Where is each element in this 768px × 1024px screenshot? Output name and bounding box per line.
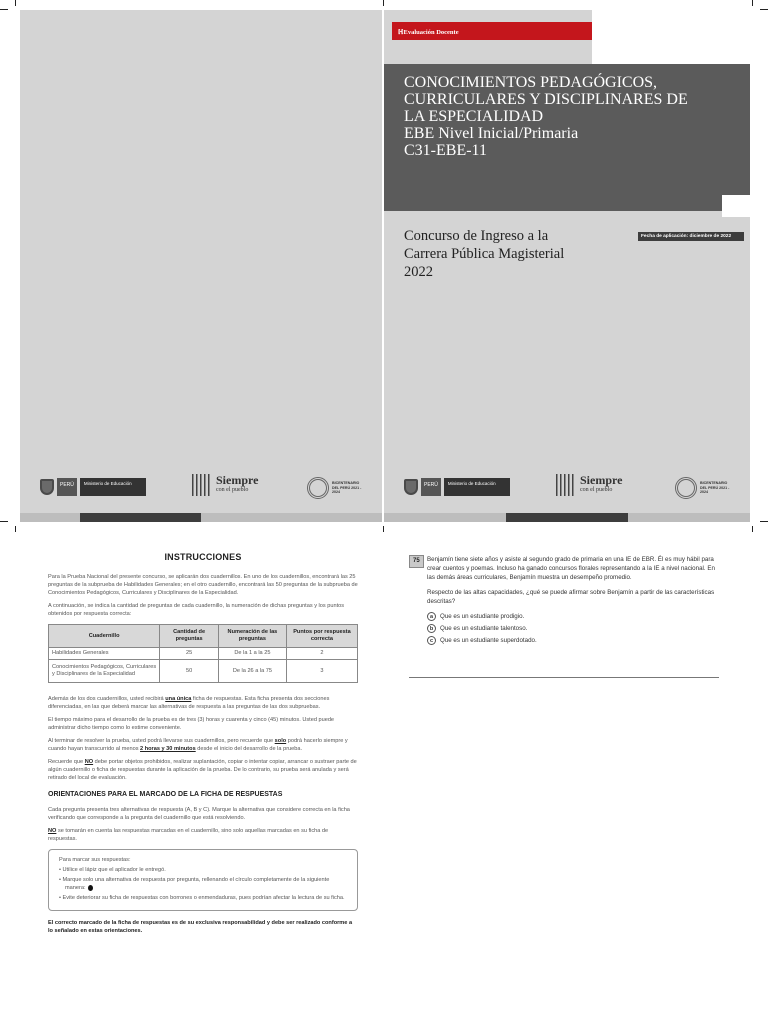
question-number: 75: [409, 555, 424, 568]
table-header: Cuadernillo: [49, 625, 160, 648]
table-row: [49, 660, 358, 683]
paragraph: Cada pregunta presenta tres alternativas de respuesta (A, B y C). Marque la alternativa que considere correcta en la ficha verificando que corresponde a la pregunta del cuadernillo que está resolviendo.: [48, 807, 350, 821]
table-cell: Habilidades Generales: [49, 648, 160, 660]
crop-mark: [0, 9, 8, 10]
final-note: El correcto marcado de la ficha de respuestas es de su exclusiva responsabilidad y debe ser realizado conforme a lo señalado en estas orientaciones.: [48, 920, 353, 934]
stamp-icon: [556, 474, 576, 496]
instructions-title: INSTRUCCIONES: [164, 552, 242, 562]
table-header: Puntos por respuesta correcta: [286, 625, 357, 648]
peru-label: PERÚ: [57, 478, 77, 496]
shield-icon: [40, 479, 54, 495]
table-header: Cantidad de preguntas: [160, 625, 219, 648]
option-letter: b: [427, 624, 436, 633]
answer-option: [427, 612, 719, 621]
answer-option: [427, 636, 719, 645]
bicentenario-label: BICENTENARIO DEL PERÚ 2021 - 2024: [700, 481, 730, 495]
table-cell: 50: [160, 660, 219, 683]
booklet-table: [48, 624, 358, 683]
crop-mark: [760, 9, 768, 10]
table-row: [49, 648, 358, 660]
table-cell: Conocimientos Pedagógicos, Curriculares y Disciplinares de la Especialidad: [49, 660, 160, 683]
table-cell: 3: [286, 660, 357, 683]
pueblo-label: con el pueblo: [216, 487, 249, 493]
option-text: Que es un estudiante superdotado.: [440, 637, 537, 644]
paragraph: NO se tomarán en cuenta las respuestas marcadas en el cuadernillo, sino solo aquellas marcadas en su ficha de respuestas.: [48, 828, 329, 842]
table-cell: De la 26 a la 75: [218, 660, 286, 683]
concurso-line: Concurso de Ingreso a la: [404, 228, 549, 244]
back-cover: [20, 10, 382, 522]
crop-mark: [760, 521, 768, 522]
instructions-page: [48, 553, 358, 940]
question-page: [409, 555, 719, 648]
crop-mark: [752, 0, 753, 6]
marking-instructions-box: [48, 849, 358, 911]
box-intro: Para marcar sus respuestas:: [59, 857, 131, 863]
option-text: Que es un estudiante talentoso.: [440, 625, 528, 632]
crop-mark: [15, 526, 16, 532]
question-divider: [409, 677, 719, 678]
paragraph: Recuerde que NO debe portar objetos prohibidos, realizar suplantación, copiar o intentar copiar, arrancar o sustraer parte de algún cuadernillo o ficha de respuestas durante la aplicación de la prueba. De lo contrario, su prueba será anulada y será retirado del local de evaluación.: [48, 759, 357, 781]
section-subtitle: ORIENTACIONES PARA EL MARCADO DE LA FICHA DE RESPUESTAS: [48, 791, 283, 798]
option-letter: c: [427, 636, 436, 645]
minedu-logo: [404, 478, 510, 496]
paragraph: Al terminar de resolver la prueba, usted podrá llevarse sus cuadernillos, pero recuerde que solo podrá hacerlo siempre y cuando hayan transcurrido al menos 2 horas y 30 minutos desde el inicio del desarrollo de la prueba.: [48, 738, 348, 752]
option-text: Que es un estudiante prodigio.: [440, 613, 525, 620]
ministerio-label: Ministerio de Educación: [444, 478, 510, 496]
paragraph: A continuación, se indica la cantidad de preguntas de cada cuadernillo, la numeración de dichas preguntas y los puntos obtenidos por respuesta correcta:: [48, 603, 345, 617]
crop-mark: [0, 521, 8, 522]
white-tab: [592, 10, 750, 64]
header-tag: ℍEvaluación Docente: [392, 22, 592, 40]
table-header: Numeración de las preguntas: [218, 625, 286, 648]
crop-mark: [383, 526, 384, 532]
front-cover: [384, 10, 750, 522]
cover-title: [404, 74, 714, 159]
paragraph: Para la Prueba Nacional del presente concurso, se aplicarán dos cuadernillos. En uno de los cuadernillos, encontrará las 25 preguntas de la subprueba de Habilidades Generales; en el otro cuadernillo, encontrará las 50 preguntas de la subprueba de Conocimientos Pedagógicos, Curriculares y Disciplinares de la Especialidad.: [48, 574, 358, 596]
concurso-title: [404, 227, 624, 281]
paragraph: Además de los dos cuadernillos, usted recibirá una única ficha de respuestas. Esta ficha presenta dos secciones diferenciadas, en las que deberá marcar las alternativas de respuesta a las preguntas de las dos subpruebas.: [48, 696, 330, 710]
title-block: [384, 64, 750, 211]
stamp-icon: [192, 474, 212, 496]
concurso-line: 2022: [404, 264, 433, 280]
table-cell: 25: [160, 648, 219, 660]
fecha-badge: Fecha de aplicación: diciembre de 2022: [638, 232, 744, 241]
pueblo-label: con el pueblo: [580, 487, 613, 493]
bicentenario-label: BICENTENARIO DEL PERÚ 2021 - 2024: [332, 481, 362, 495]
title-line: CURRICULARES Y DISCIPLINARES DE: [404, 91, 688, 108]
color-band: [384, 513, 750, 522]
bicentenario-ring-icon: [675, 477, 697, 499]
footer-logos: [20, 474, 382, 504]
siempre-logo: [556, 474, 622, 496]
option-letter: a: [427, 612, 436, 621]
siempre-label: Siempre: [216, 473, 259, 487]
concurso-line: Carrera Pública Magisterial: [404, 246, 565, 262]
bicentenario-logo: [307, 477, 364, 499]
shield-icon: [404, 479, 418, 495]
question-prompt: Respecto de las altas capacidades, ¿qué se puede afirmar sobre Benjamín a partir de las características descritas?: [427, 589, 715, 605]
peru-label: PERÚ: [421, 478, 441, 496]
siempre-logo: [192, 474, 258, 496]
bicentenario-logo: [675, 477, 732, 499]
footer-logos: [384, 474, 750, 504]
ministerio-label: Ministerio de Educación: [80, 478, 146, 496]
crop-mark: [383, 0, 384, 6]
crop-mark: [752, 526, 753, 532]
notch: [722, 195, 750, 217]
paragraph: El tiempo máximo para el desarrollo de la prueba es de tres (3) horas y cuarenta y cinco (45) minutos. Usted puede administrar dicho tiempo como lo estime conveniente.: [48, 717, 335, 731]
table-cell: De la 1 a la 25: [218, 648, 286, 660]
siempre-label: Siempre: [580, 473, 623, 487]
list-item: • Evite deteriorar su ficha de respuestas con borrones o enmendaduras, pues podrían afectar la lectura de su ficha.: [59, 894, 347, 902]
bicentenario-ring-icon: [307, 477, 329, 499]
title-line: LA ESPECIALIDAD: [404, 108, 544, 125]
answer-option: [427, 624, 719, 633]
title-line: CONOCIMIENTOS PEDAGÓGICOS,: [404, 74, 658, 91]
table-cell: 2: [286, 648, 357, 660]
color-band: [20, 513, 382, 522]
list-item: • Marque solo una alternativa de respuesta por pregunta, rellenando el círculo completamente de la siguiente manera:: [59, 876, 347, 892]
filled-circle-icon: [88, 885, 93, 891]
minedu-logo: [40, 478, 146, 496]
question-stem: Benjamín tiene siete años y asiste al segundo grado de primaria en una IE de EBR. Él es muy hábil para crear cuentos y poemas. Incluso ha ganado concursos florales representando a la IE a nivel nacional. En las demás áreas curriculares, Benjamín muestra un desempeño promedio.: [427, 556, 715, 581]
list-item: • Utilice el lápiz que el aplicador le entregó.: [59, 866, 347, 874]
subtitle-line: C31-EBE-11: [404, 142, 487, 159]
subtitle-line: EBE Nivel Inicial/Primaria: [404, 125, 579, 142]
crop-mark: [15, 0, 16, 6]
